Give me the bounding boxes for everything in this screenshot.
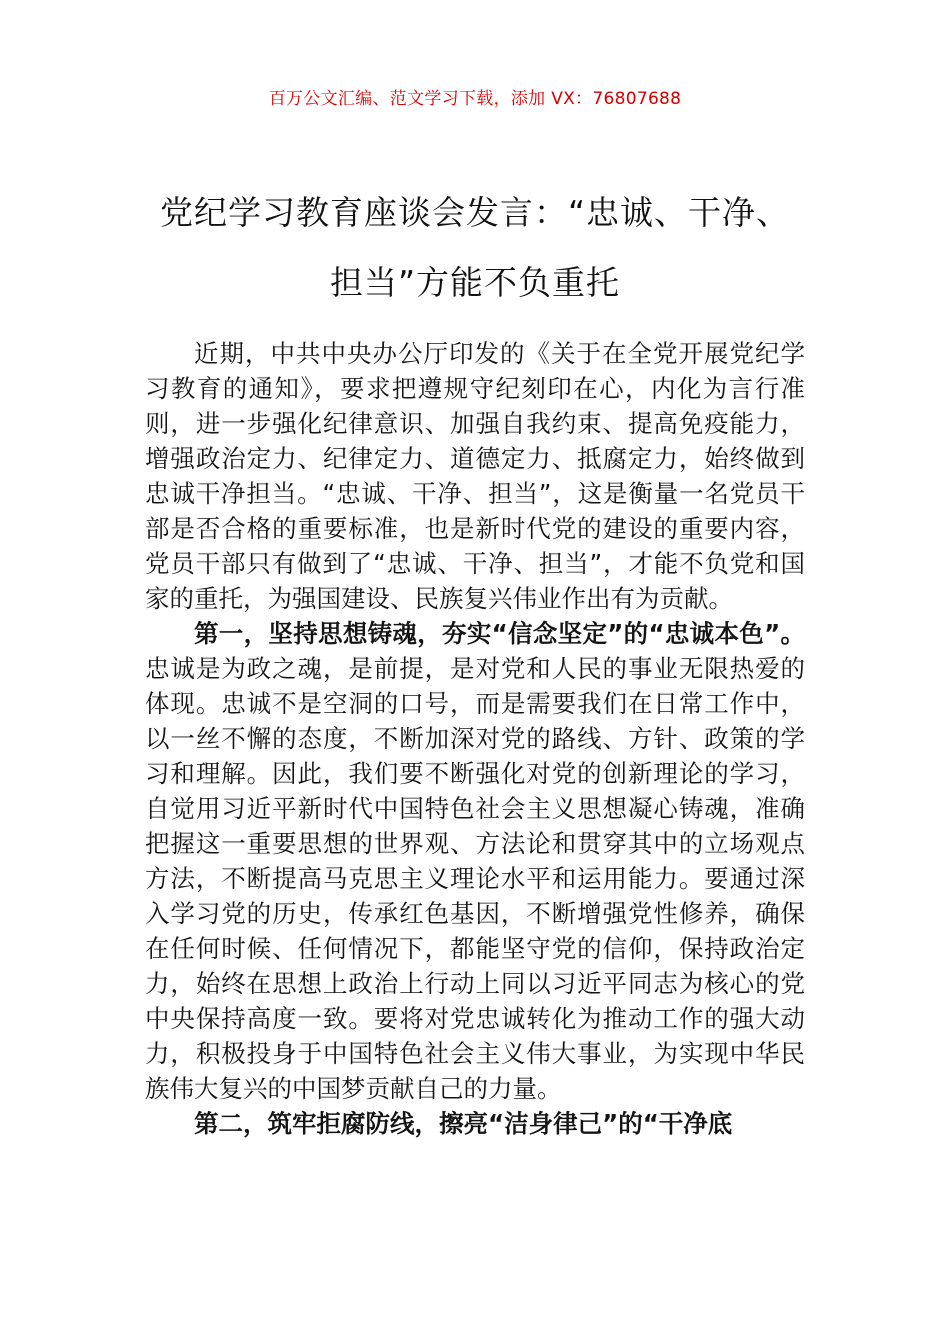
- paragraph-text: 近期，中共中央办公厅印发的《关于在全党开展党纪学习教育的通知》，要求把遵规守纪刻印在心，内化为言行准则，进一步强化纪律意识、加强自我约束、提高免疫能力，增强政治定力、纪律定力、道德定力、抵腐定力，始终做到忠诚干净担当。“忠诚、干净、担当”，这是衡量一名党员干部是否合格的重要标准，也是新时代党的建设的重要内容，党员干部只有做到了“忠诚、干净、担当”，才能不负党和国家的重托，为强国建设、民族复兴伟业作出有为贡献。: [145, 339, 805, 613]
- title-line-1: 党纪学习教育座谈会发言：“忠诚、干净、: [159, 193, 791, 232]
- paragraph-text: 忠诚是为政之魂，是前提，是对党和人民的事业无限热爱的体现。忠诚不是空洞的口号，而是需要我们在日常工作中，以一丝不懈的态度，不断加深对党的路线、方针、政策的学习和理解。因此，我们要不断强化对党的创新理论的学习，自觉用习近平新时代中国特色社会主义思想凝心铸魂，准确把握这一重要思想的世界观、方法论和贯穿其中的立场观点方法，不断提高马克思主义理论水平和运用能力。要通过深入学习党的历史，传承红色基因，不断增强党性修养，确保在任何时候、任何情况下，都能坚守党的信仰，保持政治定力，始终在思想上政治上行动上同以习近平同志为核心的党中央保持高度一致。要将对党忠诚转化为推动工作的强大动力，积极投身于中国特色社会主义伟大事业，为实现中华民族伟大复兴的中国梦贡献自己的力量。: [145, 654, 805, 1103]
- document-body: [145, 336, 805, 1141]
- paragraph-lead: 第二，筑牢拒腐防线，擦亮“洁身律己”的“干净底: [194, 1109, 733, 1138]
- paragraph-lead: 第一，坚持思想铸魂，夯实“信念坚定”的“忠诚本色”。: [194, 619, 805, 648]
- paragraph-second-point: [145, 1106, 805, 1141]
- page-title: [120, 178, 830, 318]
- paragraph-first-point: [145, 616, 805, 1106]
- title-line-2: 担当”方能不负重托: [329, 263, 621, 302]
- header-watermark-note: 百万公文汇编、范文学习下载，添加 VX：76807688: [268, 89, 682, 109]
- paragraph-intro: [145, 336, 805, 616]
